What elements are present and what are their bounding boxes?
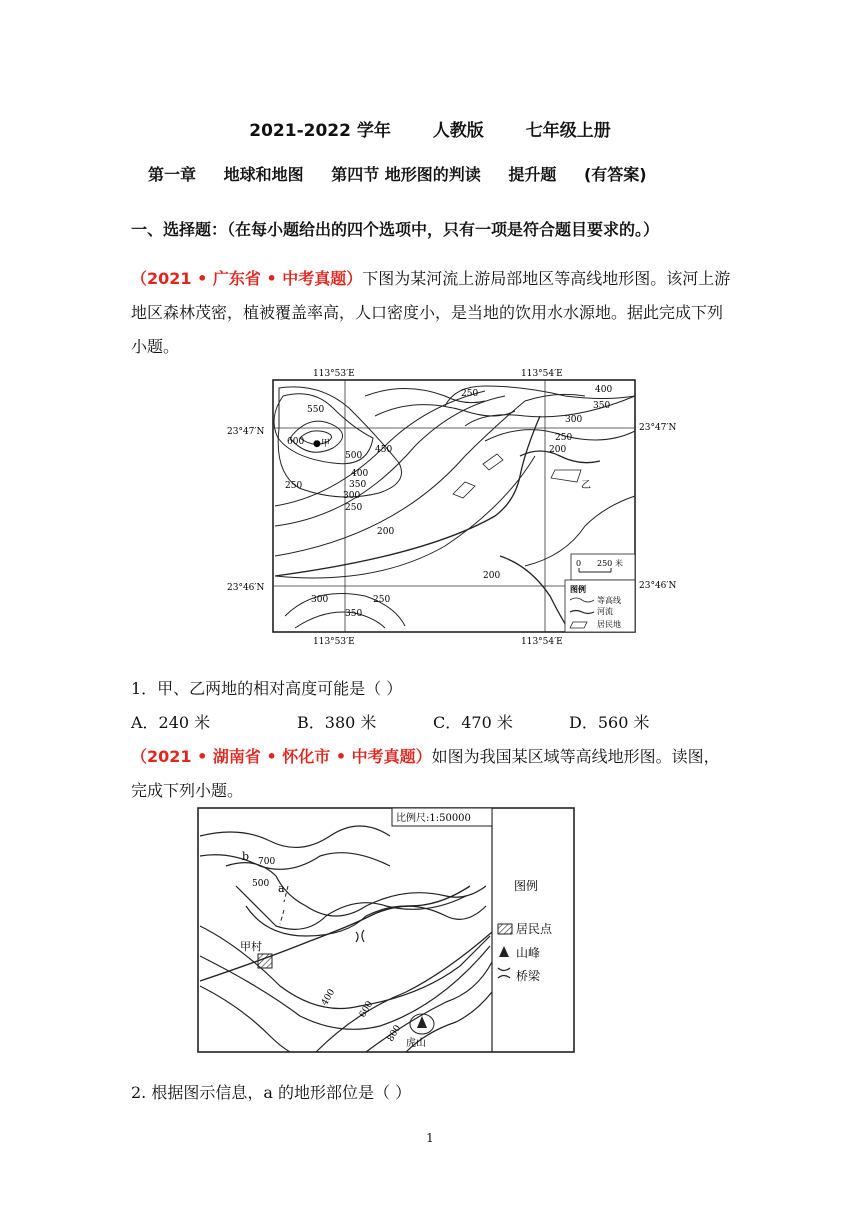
intro-paragraph-2 <box>131 740 731 808</box>
contour-label-200: 200 <box>377 527 395 537</box>
contour-label-300-d: 300 <box>311 595 329 605</box>
place-yi: 乙 <box>581 480 591 491</box>
contour-label-250-b: 250 <box>461 389 479 399</box>
contour-500: 500 <box>252 879 270 889</box>
lon-label-top-right: 113°54′E <box>521 369 563 379</box>
contour-700: 700 <box>258 857 276 867</box>
page-number: 1 <box>426 1131 434 1145</box>
q1-option-a[interactable]: A．240 米 <box>131 713 211 732</box>
lat-label-left-bottom: 23°46′N <box>227 583 265 593</box>
contour-label-250: 250 <box>345 503 363 513</box>
contour-600: 600 <box>357 999 376 1020</box>
title-edition: 人教版 <box>432 121 484 141</box>
contour-label-200-b: 200 <box>549 445 567 455</box>
intro-text-2: 如图为我国某区域等高线地形图。读图，完成下列小题。 <box>131 747 720 800</box>
contour-label-350: 350 <box>349 480 367 490</box>
document-subtitle <box>148 162 669 185</box>
legend-settlement-2: 居民点 <box>516 922 553 936</box>
title-grade: 七年级上册 <box>525 121 611 141</box>
lon-label-bottom-left: 113°53′E <box>313 637 355 647</box>
contour-label-250-d: 250 <box>373 595 391 605</box>
subtitle-answer-note: (有答案) <box>583 165 647 184</box>
contour-label-550: 550 <box>307 405 325 415</box>
scale-zero: 0 <box>576 559 582 568</box>
title-year: 2021-2022 学年 <box>249 121 391 141</box>
label-b: b <box>242 850 250 863</box>
lon-label-bottom-right: 113°54′E <box>521 637 563 647</box>
contour-label-350-b: 350 <box>593 401 611 411</box>
contour-map-2 <box>196 806 576 1054</box>
contour-label-200-c: 200 <box>483 571 501 581</box>
lat-label-right-top: 23°47′N <box>639 423 677 433</box>
source-tag-1: （2021 • 广东省 • 中考真题） <box>131 269 363 288</box>
intro-text-1: 下图为某河流上游局部地区等高线地形图。该河上游地区森林茂密，植被覆盖率高，人口密度小，是当地的饮用水水源地。据此完成下列小题。 <box>131 269 731 356</box>
q1-option-d[interactable]: D．560 米 <box>569 713 650 732</box>
question-1-stem: 1．甲、乙两地的相对高度可能是（ ） <box>131 679 403 698</box>
contour-label-400-b: 400 <box>595 385 613 395</box>
contour-label-250-c: 250 <box>555 433 573 443</box>
subtitle-level: 提升题 <box>508 165 557 184</box>
lat-label-left-top: 23°47′N <box>227 427 265 437</box>
contour-label-450: 450 <box>375 445 393 455</box>
map2-scale: 比例尺:1:50000 <box>396 813 471 824</box>
legend-contour: 等高线 <box>597 596 621 605</box>
legend-title-2: 图例 <box>514 879 539 893</box>
legend-bridge: 桥梁 <box>516 969 541 983</box>
contour-400: 400 <box>319 987 338 1008</box>
subtitle-chapter: 第一章 <box>148 165 197 184</box>
label-a: a <box>278 882 285 895</box>
source-tag-2: （2021 • 湖南省 • 怀化市 • 中考真题） <box>131 747 432 766</box>
legend-settlement: 居民地 <box>597 620 621 629</box>
contour-label-600: 600 <box>287 437 305 447</box>
village-jia: 甲村 <box>240 940 262 953</box>
contour-label-300: 300 <box>343 491 361 501</box>
contour-label-500: 500 <box>345 451 363 461</box>
legend-title-1: 图例 <box>570 584 586 594</box>
contour-label-300-b: 300 <box>565 415 583 425</box>
contour-map-1 <box>225 366 685 648</box>
contour-label-250-e: 250 <box>285 481 303 491</box>
place-jia: ●甲 <box>313 439 330 449</box>
legend-river: 河流 <box>597 607 613 616</box>
scale-value: 250 米 <box>597 559 623 568</box>
contour-label-350-d: 350 <box>345 609 363 619</box>
subtitle-section: 第四节 地形图的判读 <box>331 165 481 184</box>
q1-option-b[interactable]: B．380 米 <box>297 713 377 732</box>
document-title <box>0 116 860 141</box>
subtitle-chapter-name: 地球和地图 <box>223 165 304 184</box>
question-2-stem: 2. 根据图示信息，a 的地形部位是（ ） <box>131 1083 412 1102</box>
intro-paragraph-1 <box>131 262 731 364</box>
q1-option-c[interactable]: C．470 米 <box>433 713 513 732</box>
legend-peak: 山峰 <box>516 946 541 960</box>
contour-label-400: 400 <box>351 469 369 479</box>
mountain-hushan: 虎山 <box>406 1038 426 1049</box>
section-title: 一、选择题：（在每小题给出的四个选项中，只有一项是符合题目要求的。） <box>131 220 660 239</box>
lat-label-right-bottom: 23°46′N <box>639 581 677 591</box>
lon-label-top-left: 113°53′E <box>313 369 355 379</box>
question-1-options <box>131 710 649 733</box>
contour-800: 800 <box>385 1023 404 1044</box>
